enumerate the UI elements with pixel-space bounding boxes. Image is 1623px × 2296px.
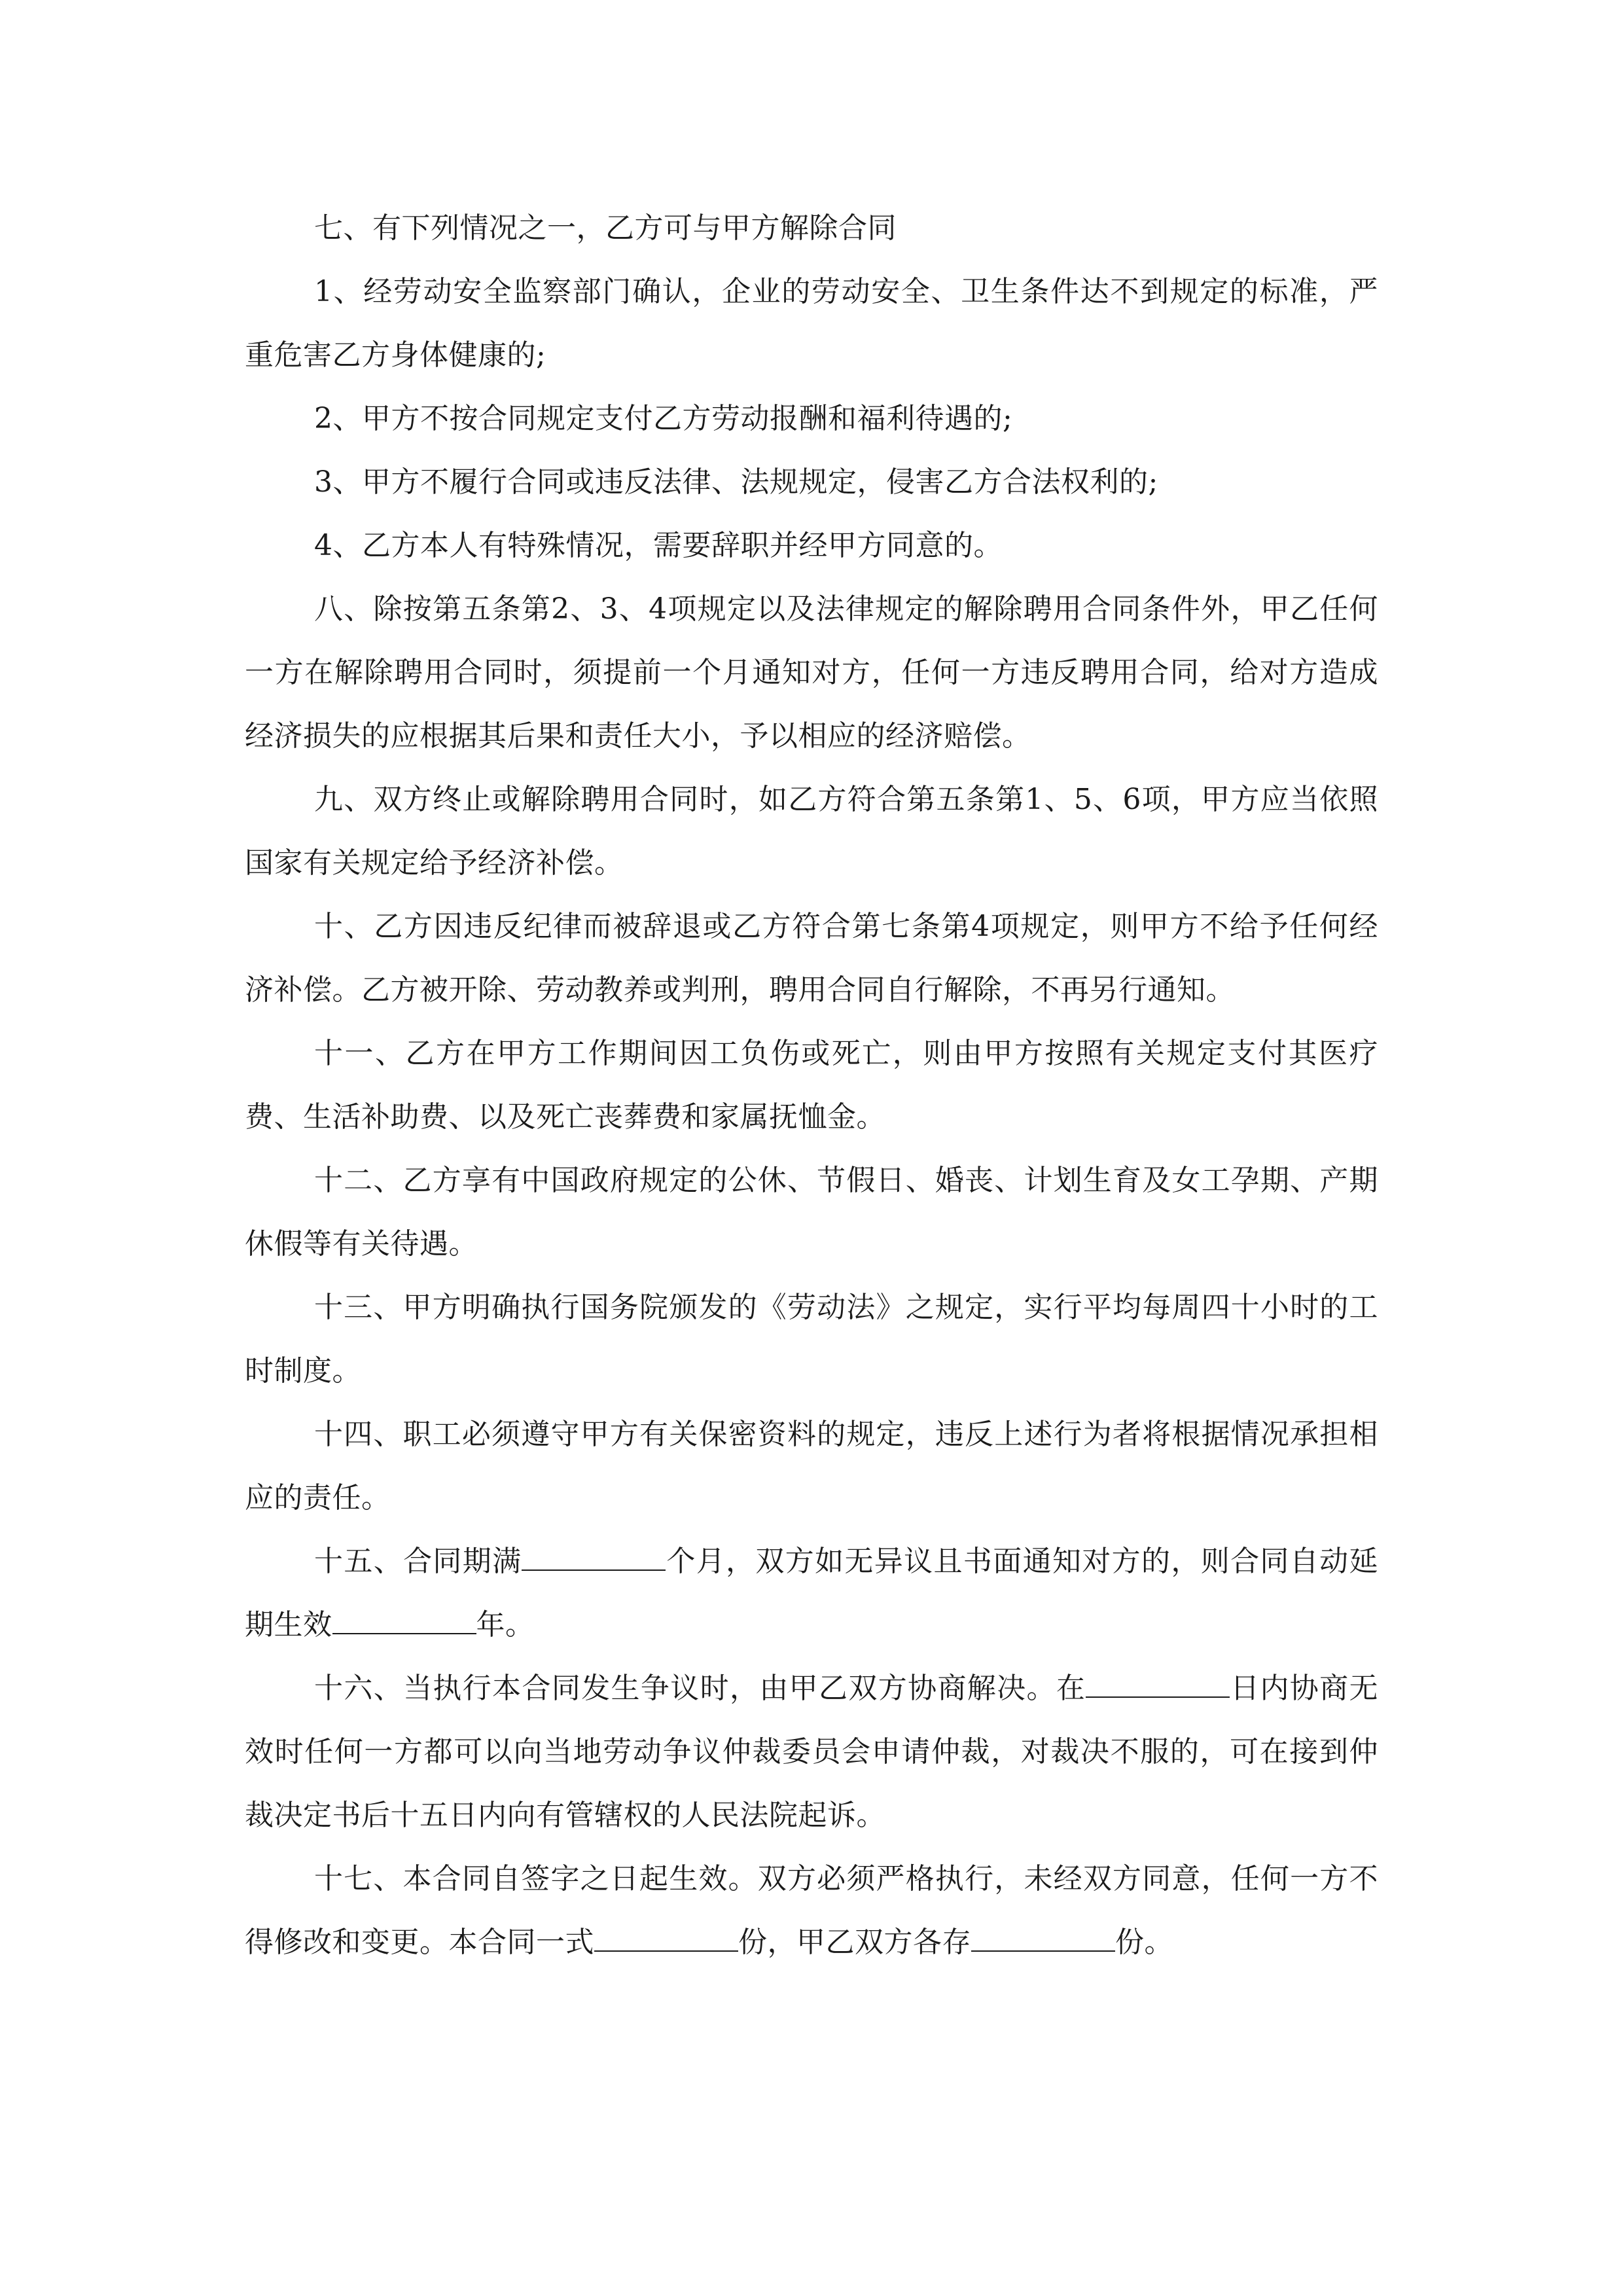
clause-15-text-b: 个月，双方如无异议且书面通知对方的，则合同自动延期生效 (245, 1545, 1378, 1641)
blank-line (522, 1543, 666, 1571)
clause-16 (245, 1657, 1378, 1847)
clause-7-item-1: 1、经劳动安全监察部门确认，企业的劳动安全、卫生条件达不到规定的标准，严重危害乙方身体健康的; (245, 275, 1378, 372)
blank-line (332, 1607, 476, 1634)
clause-7-item-4: 4、乙方本人有特殊情况，需要辞职并经甲方同意的。 (314, 529, 1003, 562)
clause-17-text-c: 份。 (1115, 1926, 1173, 1959)
clause-10: 十、乙方因违反纪律而被辞退或乙方符合第七条第4项规定，则甲方不给予任何经济补偿。乙方被开除、劳动教养或判刑，聘用合同自行解除，不再另行通知。 (245, 910, 1378, 1007)
contract-body (245, 196, 1378, 1974)
clause-12: 十二、乙方享有中国政府规定的公休、节假日、婚丧、计划生育及女工孕期、产期休假等有关待遇。 (245, 1164, 1378, 1261)
clause-11: 十一、乙方在甲方工作期间因工负伤或死亡，则由甲方按照有关规定支付其医疗费、生活补助费、以及死亡丧葬费和家属抚恤金。 (245, 1037, 1378, 1134)
clause-7-item-3: 3、甲方不履行合同或违反法律、法规规定，侵害乙方合法权利的; (314, 465, 1158, 499)
blank-line (971, 1924, 1115, 1952)
clause-14: 十四、职工必须遵守甲方有关保密资料的规定，违反上述行为者将根据情况承担相应的责任。 (245, 1418, 1378, 1515)
blank-line (594, 1924, 738, 1952)
clause-7-heading: 七、有下列情况之一，乙方可与甲方解除合同 (314, 211, 897, 245)
clause-8: 八、除按第五条第2、3、4项规定以及法律规定的解除聘用合同条件外，甲乙任何一方在解除聘用合同时，须提前一个月通知对方，任何一方违反聘用合同，给对方造成经济损失的应根据其后果和责任大小，予以相应的经济赔偿。 (245, 592, 1378, 753)
clause-7-item-2: 2、甲方不按合同规定支付乙方劳动报酬和福利待遇的; (314, 402, 1013, 435)
clause-15-text-a: 十五、合同期满 (314, 1545, 522, 1578)
clause-17-text-b: 份，甲乙双方各存 (738, 1926, 971, 1959)
clause-16-text-a: 十六、当执行本合同发生争议时，由甲乙双方协商解决。在 (314, 1672, 1086, 1705)
clause-9: 九、双方终止或解除聘用合同时，如乙方符合第五条第1、5、6项，甲方应当依照国家有关规定给予经济补偿。 (245, 783, 1378, 880)
clause-13: 十三、甲方明确执行国务院颁发的《劳动法》之规定，实行平均每周四十小时的工时制度。 (245, 1291, 1378, 1388)
clause-17 (245, 1847, 1378, 1974)
clause-15 (245, 1530, 1378, 1657)
clause-15-text-c: 年。 (476, 1608, 535, 1641)
clause-17-text-a: 十七、本合同自签字之日起生效。双方必须严格执行，未经双方同意，任何一方不得修改和变更。本合同一式 (245, 1862, 1378, 1959)
blank-line (1086, 1670, 1230, 1698)
clause-16-text-b: 日内协商无效时任何一方都可以向当地劳动争议仲裁委员会申请仲裁，对裁决不服的，可在接到仲裁决定书后十五日内向有管辖权的人民法院起诉。 (245, 1672, 1379, 1832)
